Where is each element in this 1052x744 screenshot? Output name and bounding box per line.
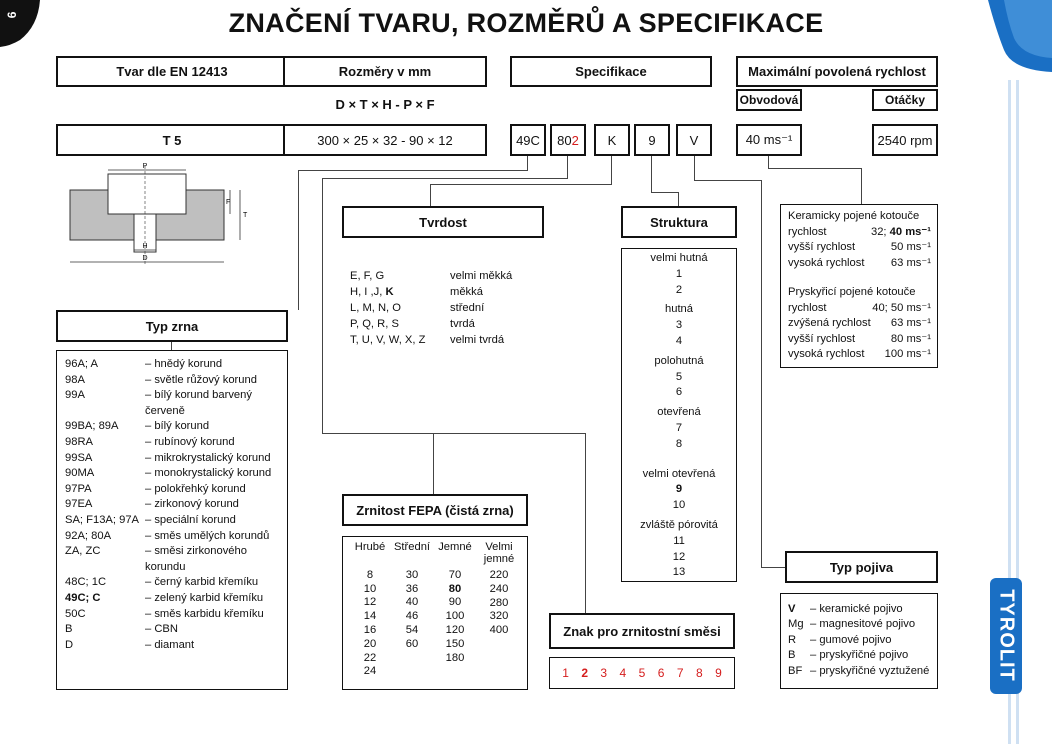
grain-row: 48C; 1C – černý karbid křemíku xyxy=(65,576,259,589)
spec-structure: 9 xyxy=(634,124,670,156)
wheel-drawing xyxy=(60,162,260,272)
hardness-row: E, F, G velmi měkká xyxy=(350,270,513,282)
dimension-formula: D × T × H - P × F xyxy=(335,97,435,112)
mix-header: Znak pro zrnitostní směsi xyxy=(549,613,735,649)
spec-bond: V xyxy=(676,124,712,156)
grain-type-header: Typ zrna xyxy=(56,310,288,342)
shape-value: T 5 xyxy=(56,124,288,156)
dim-label-p: P xyxy=(142,163,148,170)
spec-hardness: K xyxy=(594,124,630,156)
dim-label-t: T xyxy=(243,212,248,219)
peripheral-header: Obvodová xyxy=(736,89,802,111)
grain-row: 96A; A – hnědý korund xyxy=(65,358,223,370)
max-speed-header: Maximální povolená rychlost xyxy=(736,56,938,87)
dim-label-d: D xyxy=(142,255,148,262)
bond-row: BF – pryskyřičné vyztužené xyxy=(788,664,930,677)
grain-row: SA; F13A; 97A – speciální korund xyxy=(65,513,236,526)
grit-col-medium: Střední 30 36 40 46 54 60 xyxy=(393,541,431,650)
hardness-header: Tvrdost xyxy=(342,206,544,238)
grain-row: 98RA – rubínový korund xyxy=(65,435,235,448)
grain-type-panel xyxy=(56,350,288,690)
grain-row: 97EA – zirkonový korund xyxy=(65,498,239,511)
dim-label-h: H xyxy=(142,243,148,250)
rpm-header: Otáčky xyxy=(872,89,938,111)
bond-row: Mg – magnesitové pojivo xyxy=(788,618,916,631)
grain-row: 90MA – monokrystalický korund xyxy=(65,467,272,480)
hardness-table xyxy=(350,268,512,348)
speed-ranges-panel: Keramicky pojené kotouče rychlost 32; 40 ms⁻¹ vyšší rychlost 50 ms⁻¹ vysoká rychlost 63 ms⁻¹ Pryskyřicí pojené kotouče rychlost 40; 50 ms⁻¹ zvýšená rychlost 63 ms⁻¹ vyšší rychlost 80 ms⁻¹ vysoká rychlost 100 ms⁻¹ xyxy=(780,204,938,368)
bond-header: Typ pojiva xyxy=(785,551,938,583)
grain-row: 99BA; 89A – bílý korund xyxy=(65,420,210,433)
spec-grain-type: 49C xyxy=(510,124,546,156)
hardness-row: L, M, N, O střední xyxy=(350,302,485,314)
grain-row: B – CBN xyxy=(65,623,178,636)
grain-row: 99A – bílý korund barvený červeně xyxy=(65,389,252,417)
bond-row: B – pryskyřičné pojivo xyxy=(788,649,909,662)
grain-row: 99SA – mikrokrystalický korund xyxy=(65,451,271,464)
hardness-row: H, I ,J, K měkká xyxy=(350,286,483,298)
structure-header: Struktura xyxy=(621,206,737,238)
dimensions-value: 300 × 25 × 32 - 90 × 12 xyxy=(283,124,487,156)
grain-row: D – diamant xyxy=(65,638,195,651)
structure-panel: velmi hutná 1 2 hutná 3 4 polohutná 5 6 otevřená 7 8 velmi otevřená 9 10 zvláště pórovitá 11 12 13 xyxy=(621,248,737,582)
grain-row: 50C – směs karbidu křemíku xyxy=(65,607,264,620)
speed-value: 40 ms⁻¹ xyxy=(736,124,802,156)
grain-row: 49C; C – zelený karbid křemíku xyxy=(65,591,264,604)
grit-col-fine: Jemné 70 80 90 100 120 150 180 xyxy=(438,541,472,664)
shape-header: Tvar dle EN 12413 xyxy=(56,56,288,87)
grain-row: 98A – světle růžový korund xyxy=(65,373,257,386)
dimensions-header: Rozměry v mm xyxy=(283,56,487,87)
dim-label-f: F xyxy=(226,199,231,206)
hardness-row: T, U, V, W, X, Z velmi tvrdá xyxy=(350,334,505,346)
page-number: 9 xyxy=(4,11,19,19)
page-title: ZNAČENÍ TVARU, ROZMĚRŮ A SPECIFIKACE xyxy=(228,8,824,38)
grit-col-very-fine: Velmi jemné 220 240 280 320 400 xyxy=(483,541,515,637)
grain-row: 92A; 80A – směs umělých korundů xyxy=(65,529,270,542)
specification-header: Specifikace xyxy=(510,56,712,87)
grain-row: ZA, ZC – směsi zirkonového korundu xyxy=(65,545,247,573)
spec-grit-size: 80 2 xyxy=(550,124,586,156)
tyrolit-logo: TYROLIT xyxy=(990,578,1022,694)
grit-panel xyxy=(342,536,528,690)
rpm-value: 2540 rpm xyxy=(872,124,938,156)
mix-panel: 1 2 3 4 5 6 7 8 9 xyxy=(549,657,735,689)
hardness-row: P, Q, R, S tvrdá xyxy=(350,318,475,330)
grain-row: 97PA – polokřehký korund xyxy=(65,482,246,495)
bond-row: V – keramické pojivo xyxy=(788,603,903,615)
bond-row: R – gumové pojivo xyxy=(788,633,892,646)
grit-header: Zrnitost FEPA (čistá zrna) xyxy=(342,494,528,526)
bond-panel xyxy=(780,593,938,689)
grit-col-coarse: Hrubé 8 10 12 14 16 20 22 24 xyxy=(354,541,386,678)
